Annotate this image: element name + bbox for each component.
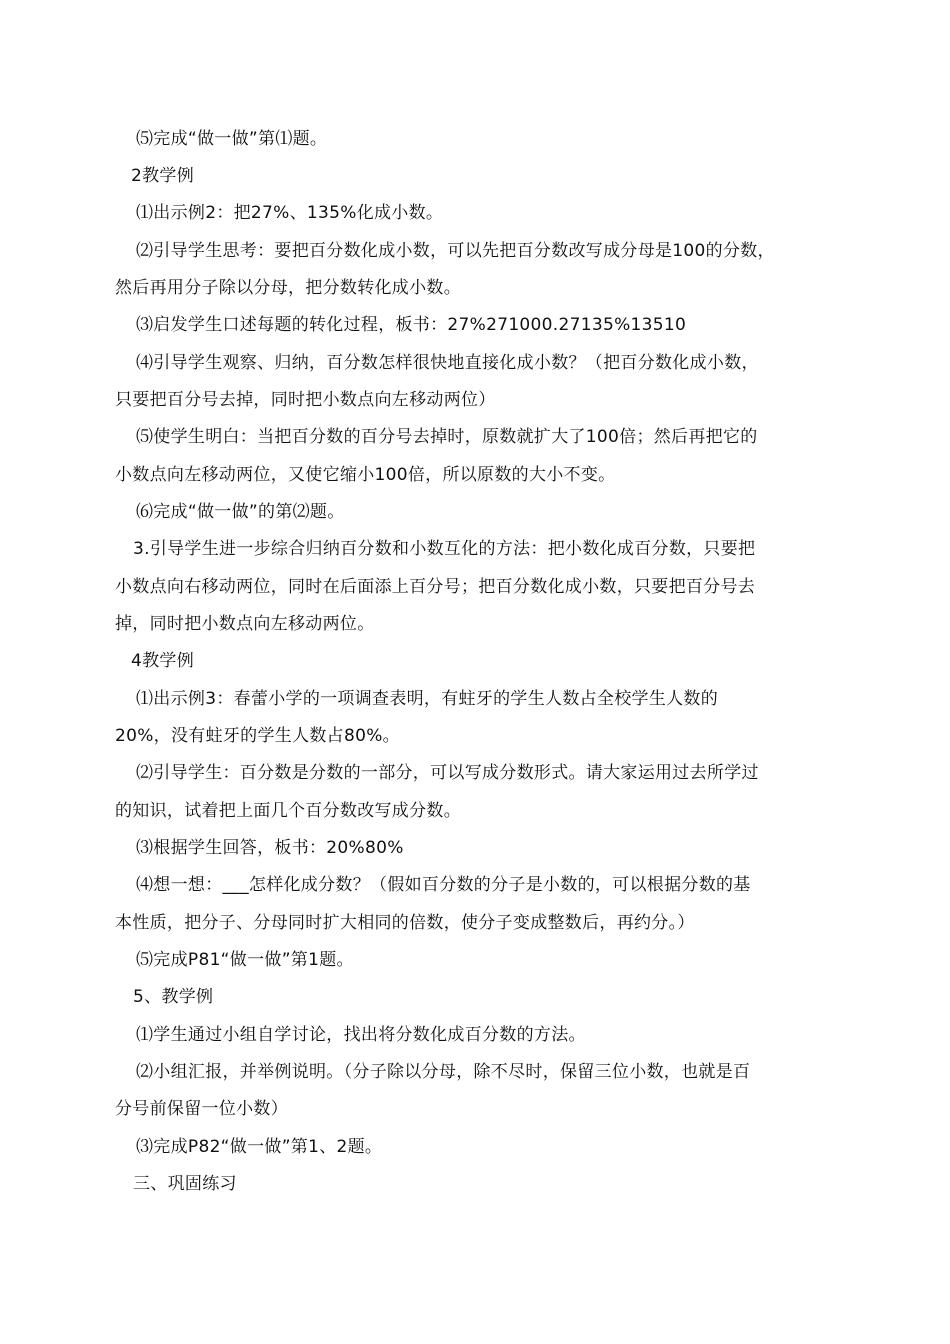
text-line: ⑸完成P81“做一做”第1题。	[136, 950, 354, 970]
text-line: 掉，同时把小数点向左移动两位。	[115, 614, 375, 634]
section-heading: 5、教学例	[133, 987, 214, 1007]
text-line: ⑸完成“做一做”第⑴题。	[136, 129, 328, 149]
text-line: ⑷引导学生观察、归纳，百分数怎样很快地直接化成小数？（把百分数化成小数，	[136, 353, 759, 373]
text-line: ⑶根据学生回答，板书：20%80%	[136, 838, 404, 858]
text-line: 小数点向左移动两位，又使它缩小100倍，所以原数的大小不变。	[115, 465, 616, 485]
text-line: ⑴出示例3：春蕾小学的一项调查表明，有蛀牙的学生人数占全校学生人数的	[136, 689, 719, 709]
text-line: ⑷想一想：___怎样化成分数？（假如百分数的分子是小数的，可以根据分数的基	[136, 875, 751, 895]
text-line: 然后再用分子除以分母，把分数转化成小数。	[115, 278, 461, 298]
text-line: ⑵小组汇报，并举例说明。（分子除以分母，除不尽时，保留三位小数，也就是百	[136, 1062, 751, 1082]
text-line: ⑹完成“做一做”的第⑵题。	[136, 502, 345, 522]
text-line: ⑵引导学生：百分数是分数的一部分，可以写成分数形式。请大家运用过去所学过	[136, 763, 759, 783]
text-line: 3.引导学生进一步综合归纳百分数和小数互化的方法：把小数化成百分数，只要把	[133, 539, 756, 559]
text-line: ⑶启发学生口述每题的转化过程，板书：27%271000.27135%13510	[136, 315, 687, 335]
text-line: 本性质，把分子、分母同时扩大相同的倍数，使分子变成整数后，再约分。）	[115, 913, 695, 933]
text-line: ⑵引导学生思考：要把百分数化成小数，可以先把百分数改写成分母是100的分数，	[136, 241, 775, 261]
text-line: 分号前保留一位小数）	[115, 1099, 288, 1119]
section-heading: 三、巩固练习	[133, 1174, 237, 1194]
text-line: ⑶完成P82“做一做”第1、2题。	[136, 1137, 383, 1157]
section-heading: 2教学例	[131, 166, 195, 186]
section-heading: 4教学例	[131, 651, 195, 671]
text-line: 小数点向右移动两位，同时在后面添上百分号；把百分数化成小数，只要把百分号去	[115, 577, 756, 597]
text-line: ⑸使学生明白：当把百分数的百分号去掉时，原数就扩大了100倍；然后再把它的	[136, 427, 758, 447]
text-line: ⑴学生通过小组自学讨论，找出将分数化成百分数的方法。	[136, 1025, 586, 1045]
text-line: 20%，没有蛀牙的学生人数占80%。	[115, 726, 400, 746]
text-line: ⑴出示例2：把27%、135%化成小数。	[136, 203, 444, 223]
text-line: 只要把百分号去掉，同时把小数点向左移动两位）	[115, 390, 496, 410]
text-line: 的知识，试着把上面几个百分数改写成分数。	[115, 801, 461, 821]
